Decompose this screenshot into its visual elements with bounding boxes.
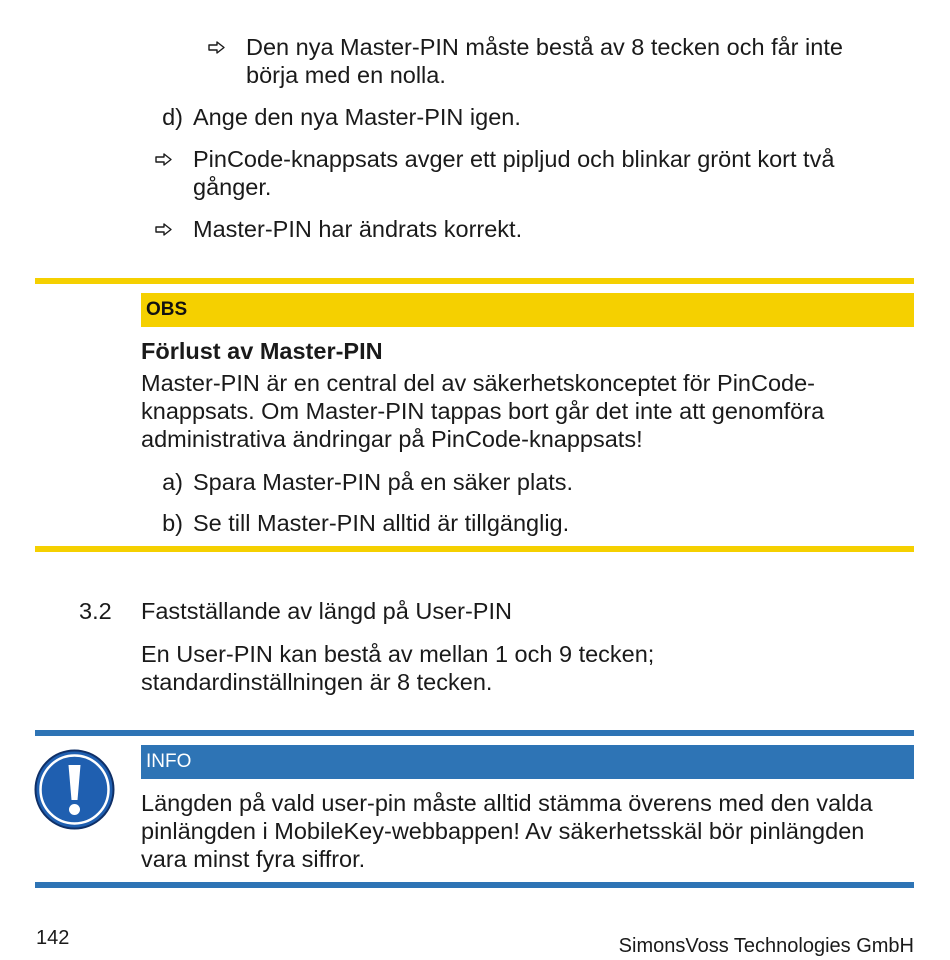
step-item <box>141 103 521 131</box>
result-text: Master-PIN har ändrats korrekt. <box>193 216 523 242</box>
info-body: Längden på vald user-pin måste alltid stämma överens med den valda pinlängden i MobileKey-webbappen! Av säkerhetsskäl bör pinlängden vara minst fyra siffror. <box>141 790 873 872</box>
obs-label: OBS <box>141 293 914 327</box>
result-arrow-icon <box>153 215 193 243</box>
obs-step-item <box>141 509 569 537</box>
obs-body: Master-PIN är en central del av säkerhetskonceptet för PinCode- knappsats. Om Master-PIN tappas bort går det inte att genomföra administrativa ändringar på PinCode-knappsats! <box>141 370 825 452</box>
page-number: 142 <box>36 927 70 949</box>
obs-step-item <box>141 468 573 496</box>
result-arrow-icon <box>206 33 246 61</box>
obs-bottom-rule <box>35 546 914 552</box>
section-title: Fastställande av längd på User-PIN <box>141 598 512 624</box>
result-item <box>153 215 522 243</box>
section-number: 3.2 <box>79 598 112 624</box>
section-body: En User-PIN kan bestå av mellan 1 och 9 tecken; standardinställningen är 8 tecken. <box>141 641 655 695</box>
result-arrow-icon <box>153 145 193 173</box>
result-text: PinCode-knappsats avger ett pipljud och blinkar grönt kort två gånger. <box>193 146 835 200</box>
info-label: INFO <box>141 745 914 779</box>
step-text: Spara Master-PIN på en säker plats. <box>193 469 574 495</box>
step-text: Se till Master-PIN alltid är tillgänglig. <box>193 510 570 536</box>
result-text: Den nya Master-PIN måste bestå av 8 tecken och får inte börja med en nolla. <box>246 34 843 88</box>
exclamation-icon <box>34 749 115 830</box>
info-bottom-rule <box>35 882 914 888</box>
step-text: Ange den nya Master-PIN igen. <box>193 104 521 130</box>
obs-top-rule <box>35 278 914 284</box>
step-letter: b) <box>162 510 183 536</box>
info-top-rule <box>35 730 914 736</box>
company-name: SimonsVoss Technologies GmbH <box>618 935 914 957</box>
result-item <box>153 145 834 201</box>
step-letter: d) <box>162 104 183 130</box>
obs-title: Förlust av Master-PIN <box>141 338 383 364</box>
step-letter: a) <box>162 469 183 495</box>
result-item <box>206 33 843 89</box>
